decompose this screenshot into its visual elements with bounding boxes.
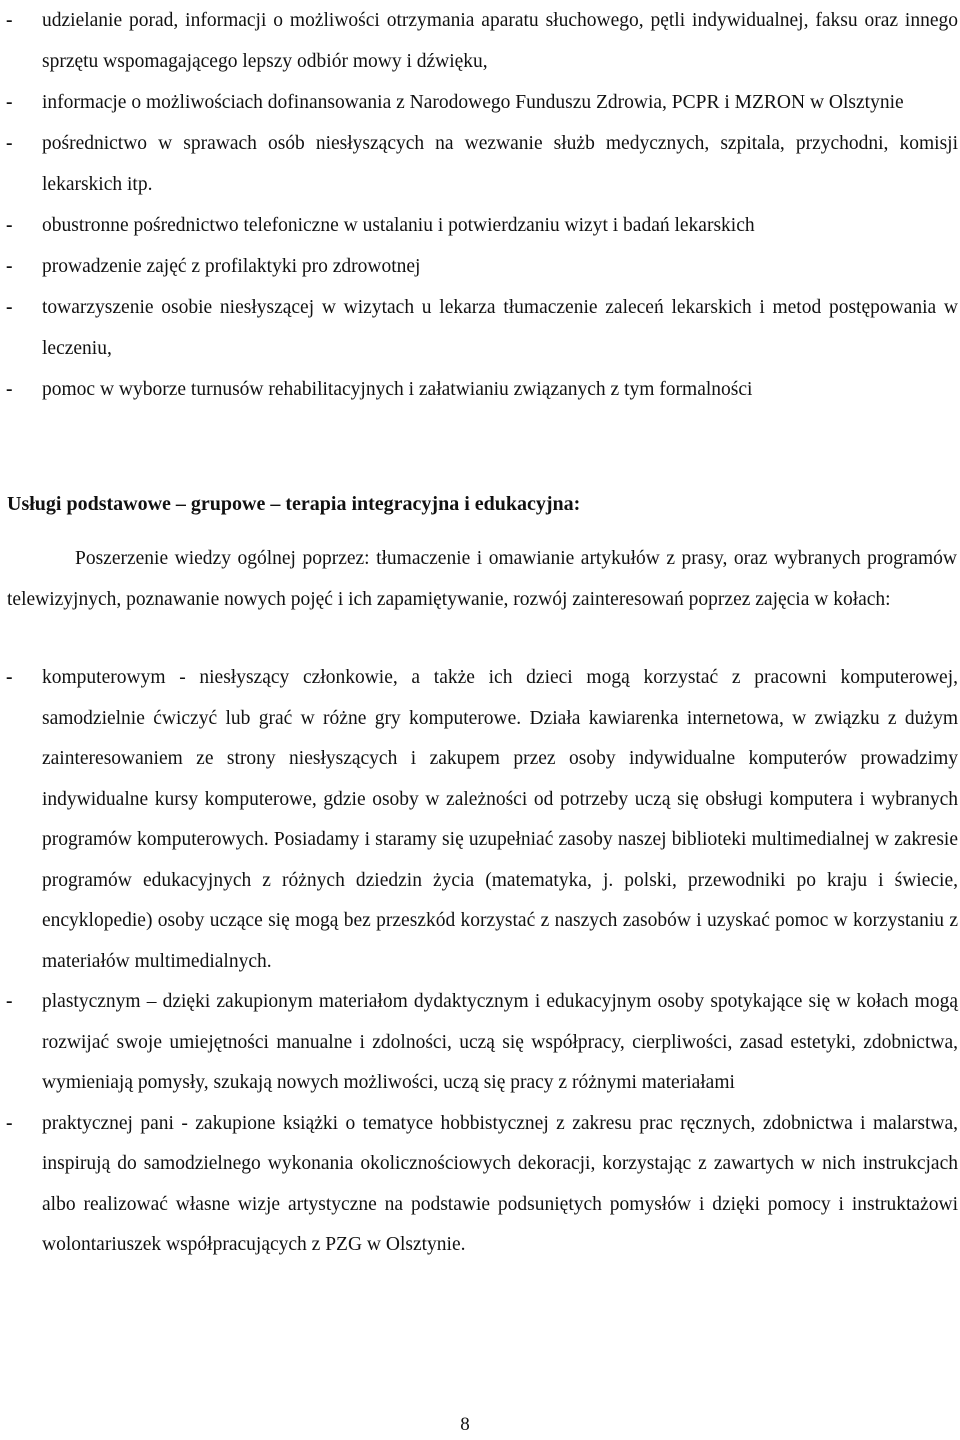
list-item-text: prowadzenie zajęć z profilaktyki pro zdrowotnej (42, 256, 421, 277)
section-heading: Usługi podstawowe – grupowe – terapia integracyjna i edukacyjna: (7, 493, 581, 515)
list-item-text: informacje o możliwościach dofinansowania z Narodowego Funduszu Zdrowia, PCPR i MZRON w Olsztynie (42, 92, 904, 113)
list-item (0, 287, 960, 369)
list-item (0, 369, 960, 410)
service-list-group (0, 658, 960, 1266)
list-dash: - (6, 991, 13, 1012)
page-number: 8 (460, 1414, 470, 1435)
list-item (0, 205, 960, 246)
list-dash: - (6, 133, 13, 154)
list-dash: - (6, 256, 13, 277)
list-dash: - (6, 215, 13, 236)
list-item (0, 0, 960, 82)
list-item-text: obustronne pośrednictwo telefoniczne w ustalaniu i potwierdzaniu wizyt i badań lekarskich (42, 215, 755, 236)
list-item (0, 982, 960, 1104)
list-item-text: udzielanie porad, informacji o możliwości otrzymania aparatu słuchowego, pętli indywidualnej, faksu oraz innego sprzętu wspomagającego lepszy odbiór mowy i dźwięku, (42, 10, 958, 72)
list-dash: - (6, 297, 13, 318)
list-item (0, 246, 960, 287)
list-item-text: pośrednictwo w sprawach osób niesłyszących na wezwanie służb medycznych, szpitala, przychodni, komisji lekarskich itp. (42, 133, 958, 195)
list-item (0, 123, 960, 205)
list-item-text: komputerowym - niesłyszący członkowie, a także ich dzieci mogą korzystać z pracowni komputerowej, samodzielnie ćwiczyć lub grać w różne gry komputerowe. Działa kawiarenka internetowa, w związku z dużym zainteresowaniem ze strony niesłyszących i zakupem przez osoby indywidualne komputerów prowadzimy indywidualne kursy komputerowe, gdzie osoby w zależności od potrzeby uczą się obsługi komputera i wybranych programów komputerowych. Posiadamy i staramy się uzupełniać zasoby naszej biblioteki multimedialnej w zakresie programów edukacyjnych z różnych dziedzin życia (matematyka, j. polski, przewodniki po kraju i świecie, encyklopedie) osoby uczące się mogą bez przeszkód korzystać z naszych zasobów i uzyskać pomoc w korzystaniu z materiałów multimedialnych. (42, 667, 958, 972)
list-item-text: towarzyszenie osobie niesłyszącej w wizytach u lekarza tłumaczenie zaleceń lekarskich i metod postępowania w leczeniu, (42, 297, 958, 359)
list-dash: - (6, 667, 13, 688)
service-list-individual (0, 0, 960, 410)
list-dash: - (6, 1112, 13, 1134)
list-item (0, 658, 960, 982)
list-item (0, 82, 960, 123)
list-dash: - (6, 379, 13, 400)
intro-paragraph: Poszerzenie wiedzy ogólnej poprzez: tłumaczenie i omawianie artykułów z prasy, oraz wybranych programów telewizyjnych, poznawanie nowych pojęć i ich zapamiętywanie, rozwój zainteresowań poprzez zajęcia w kołach: (7, 548, 957, 610)
list-item-text: pomoc w wyborze turnusów rehabilitacyjnych i załatwianiu związanych z tym formalności (42, 379, 753, 400)
list-dash: - (6, 10, 13, 31)
list-dash: - (6, 92, 13, 113)
list-item-text: plastycznym – dzięki zakupionym materiałom dydaktycznym i edukacyjnym osoby spotykające się w kołach mogą rozwijać swoje umiejętności manualne i zdolności, uczą się współpracy, cierpliwości, zasad estetyki, zdobnictwa, wymieniają pomysły, szukają nowych możliwości, uczą się pracy z różnymi materiałami (42, 991, 958, 1093)
list-item (0, 1104, 960, 1266)
list-item-text: praktycznej pani - zakupione książki o tematyce hobbistycznej z zakresu prac ręcznych, zdobnictwa i malarstwa, inspirują do samodzielnego wykonania okolicznościowych dekoracji, korzystając z zawartych w nich instrukcjach albo realizować własne wizje artystyczne na podstawie podsuniętych pomysłów i dzięki pomocy i instruktażowi wolontariuszek współpracujących z PZG w Olsztynie. (42, 1112, 958, 1255)
